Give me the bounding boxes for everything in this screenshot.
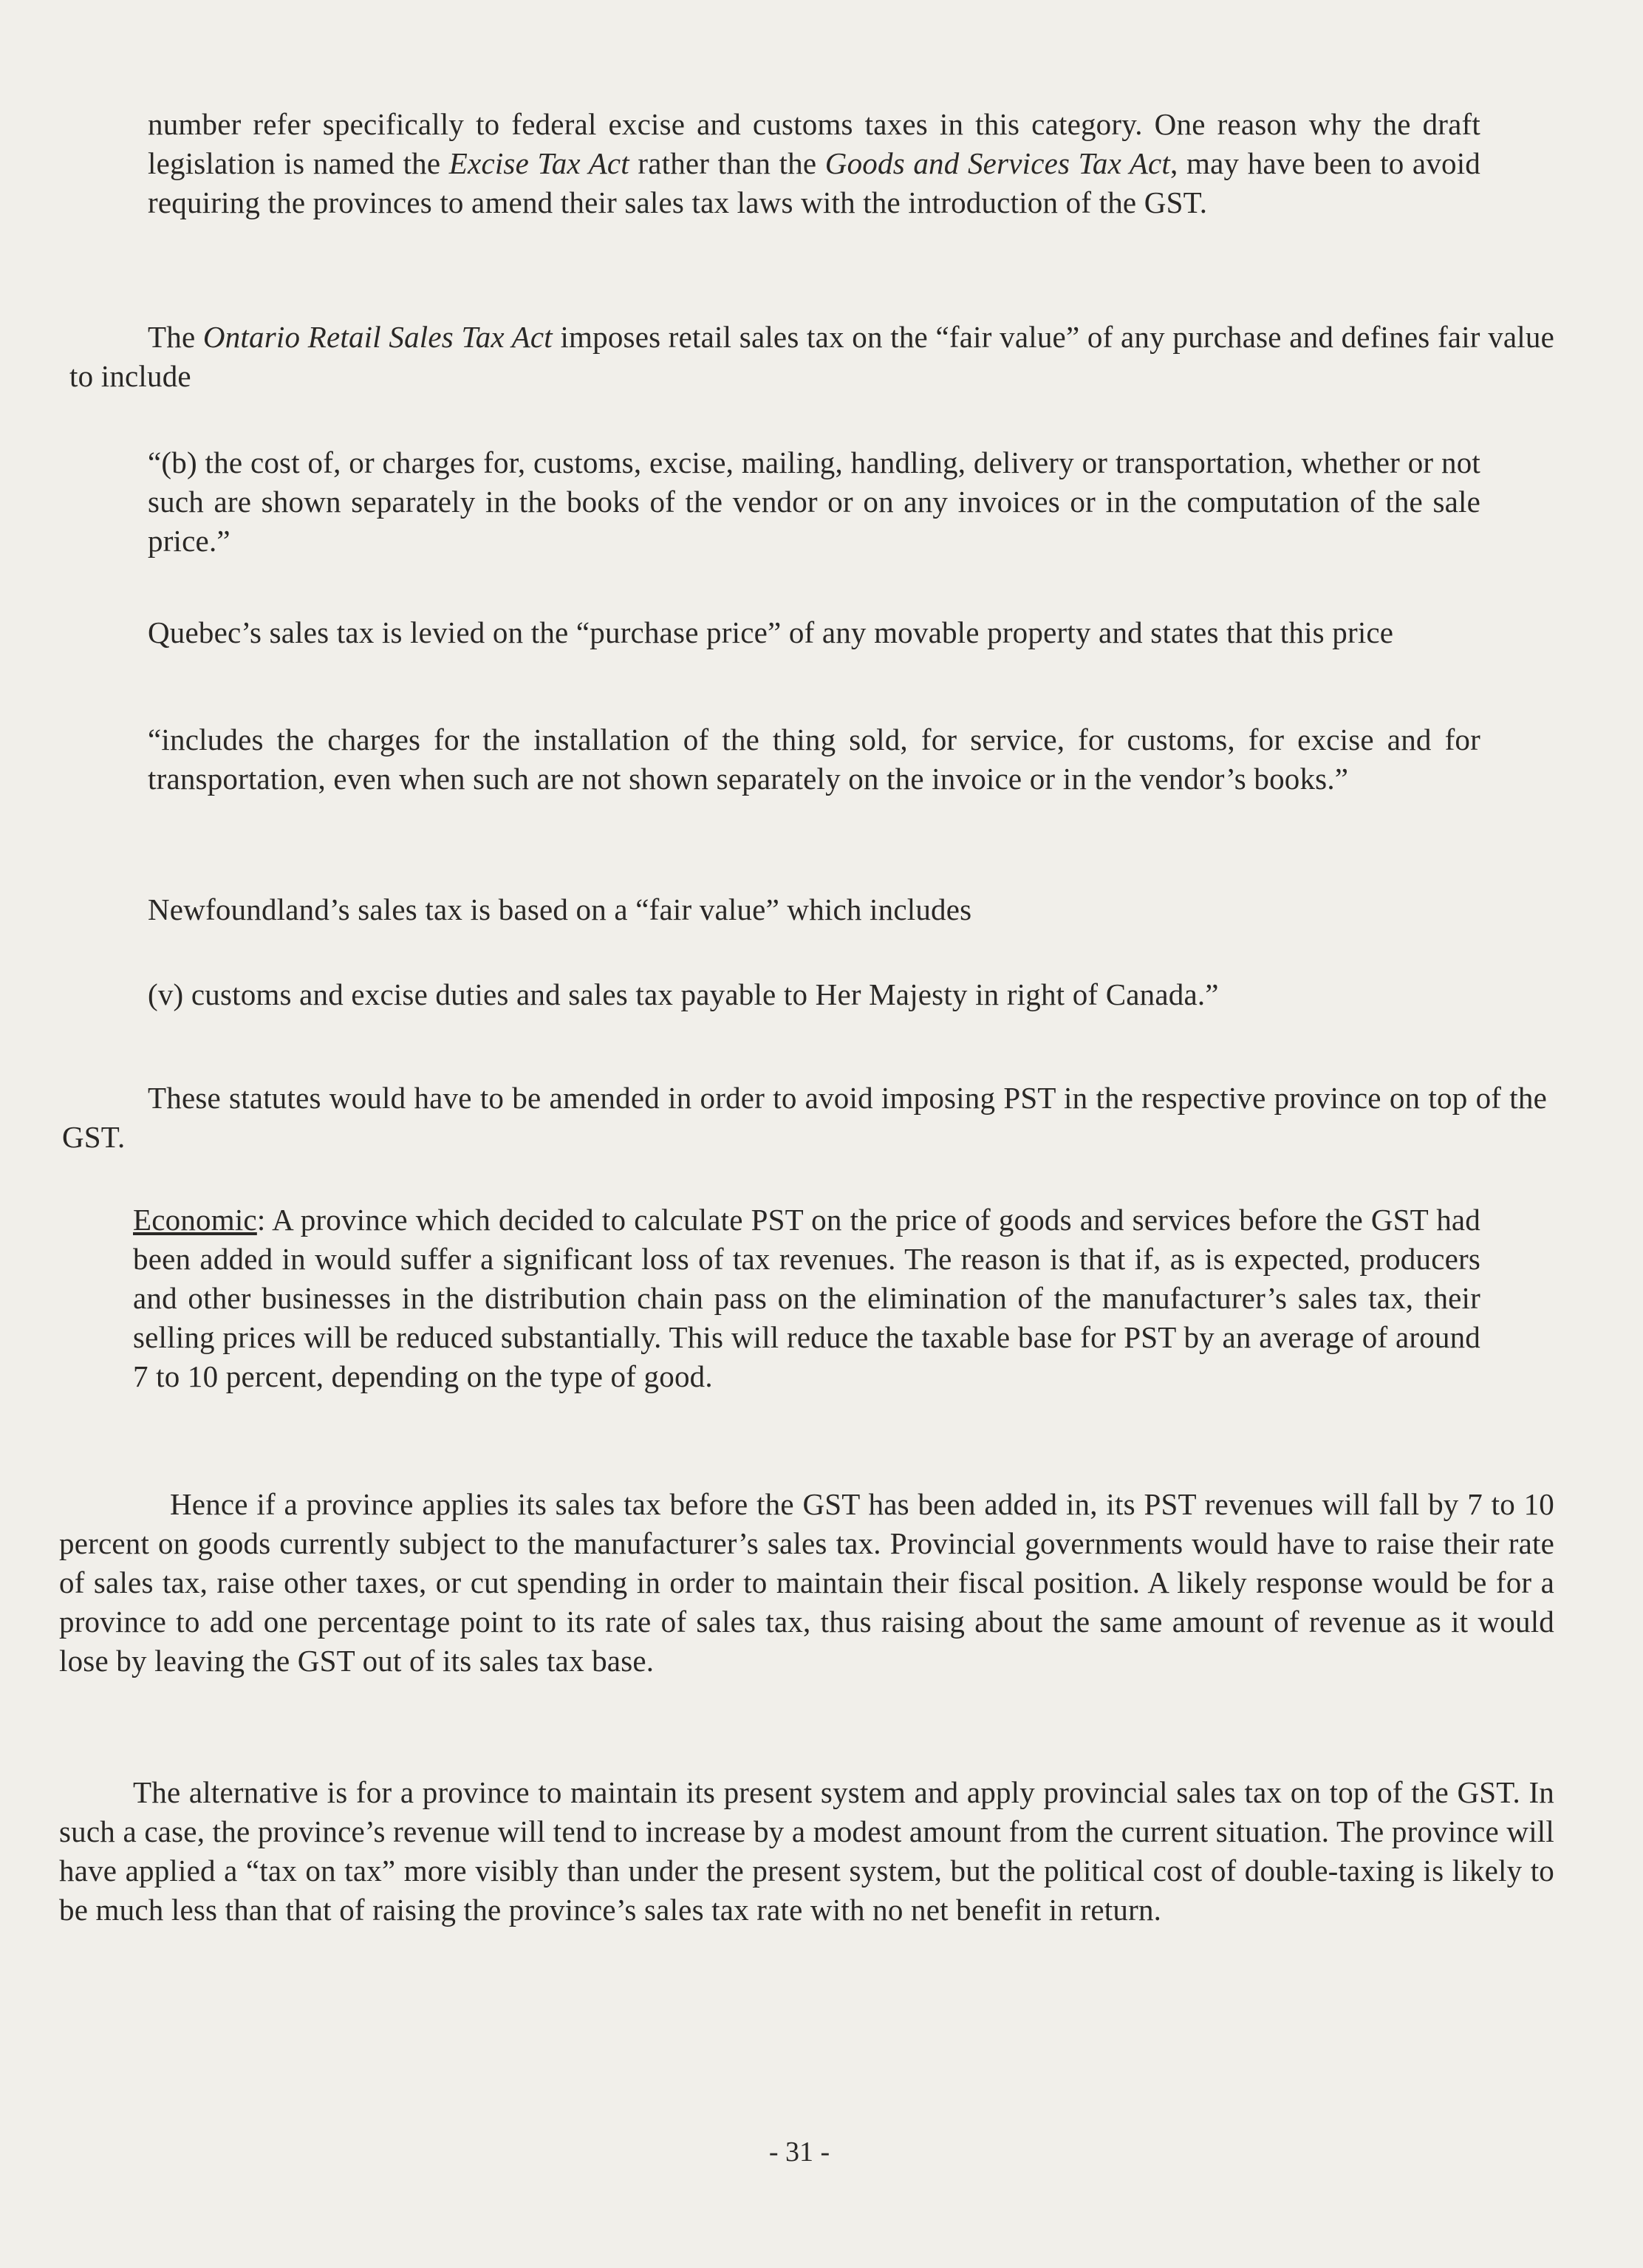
quote-ontario-definition: “(b) the cost of, or charges for, customs, excise, mailing, handling, delivery or transportation, whether or not such are shown separately in the books of the vendor or on any invoices or in the computation of the sale price.” (148, 445, 1480, 558)
page-number: - 31 - (768, 2137, 830, 2168)
quote-quebec-definition: “includes the charges for the installation of the thing sold, for service, for customs, for excise and for transportation, even when such are not shown separately on the invoice or in the vendor’s books.” (148, 723, 1480, 796)
paragraph-newfoundland: Newfoundland’s sales tax is based on a “fair value” which includes (148, 892, 972, 926)
paragraph-alternative: The alternative is for a province to maintain its present system and apply provincial sales tax on top of the GST. In such a case, the province’s revenue will tend to increase by a modest amount from the current situation. The province will have applied a “tax on tax” more visibly than under the present system, but the political cost of double-taxing is likely to be much less than that of raising the province’s sales tax rate with no net benefit in return. (59, 1775, 1554, 1927)
paragraph-economic: Economic: A province which decided to calculate PST on the price of goods and services before the GST had been added in would suffer a significant loss of tax revenues. The reason is that if, as is expected, producers and other businesses in the distribution chain pass on the elimination of the manufacturer’s sales tax, their selling prices will be reduced substantially. This will reduce the taxable base for PST by an average of around 7 to 10 percent, depending on the type of good. (133, 1203, 1480, 1393)
paragraph-excise-act: number refer specifically to federal excise and customs taxes in this category. One reason why the draft legislation is named the Excise Tax Act rather than the Goods and Services Tax Act, may have been to avoid requiring the provinces to amend their sales tax laws with the introduction of the GST. (148, 107, 1481, 219)
economic-heading: Economic (133, 1203, 257, 1237)
paragraph-quebec: Quebec’s sales tax is levied on the “purchase price” of any movable property and states that this price (148, 615, 1394, 649)
paragraph-hence: Hence if a province applies its sales tax before the GST has been added in, its PST revenues will fall by 7 to 10 percent on goods currently subject to the manufacturer’s sales tax. Provincial governments would have to raise their rate of sales tax, raise other taxes, or cut spending in order to maintain their fiscal position. A likely response would be for a province to add one percentage point to its rate of sales tax, thus raising about the same amount of revenue as it would lose by leaving the GST out of its sales tax base. (59, 1487, 1554, 1678)
paragraph-statutes: These statutes would have to be amended in order to avoid imposing PST in the respective province on top of the GST. (62, 1081, 1547, 1154)
quote-newfoundland-definition: (v) customs and excise duties and sales tax payable to Her Majesty in right of Canada.” (148, 977, 1219, 1011)
paragraph-ontario: The Ontario Retail Sales Tax Act imposes retail sales tax on the “fair value” of any purchase and defines fair value to include (69, 320, 1554, 393)
